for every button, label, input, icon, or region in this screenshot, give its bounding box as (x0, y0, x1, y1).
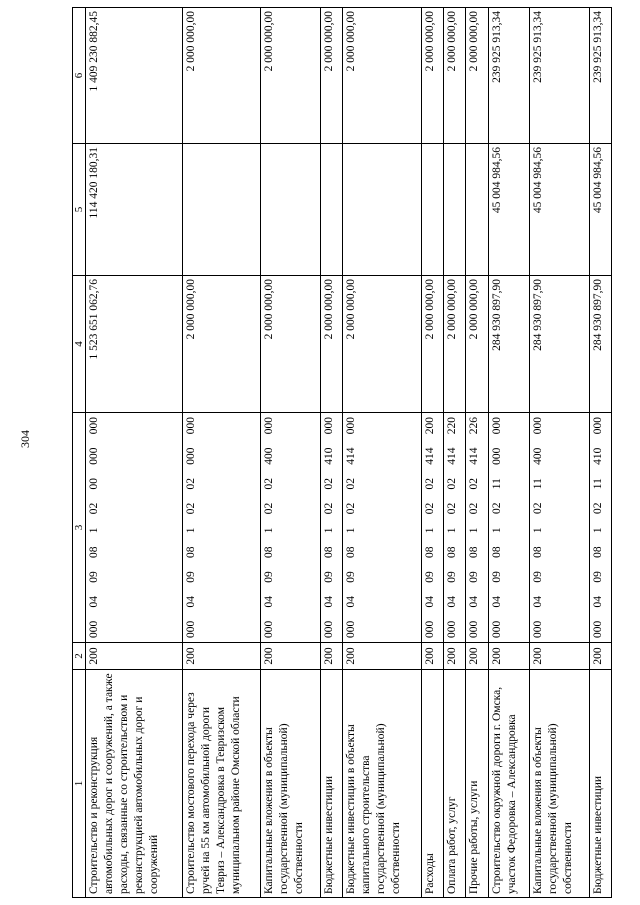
code-segment: 02 (490, 502, 503, 515)
code-segment: 02 (323, 502, 335, 515)
code-segment: 02 (88, 502, 100, 515)
row-c5-cell (343, 144, 421, 276)
code-segment: 220 (446, 417, 459, 435)
row-name-cell: Прочие работы, услуги (466, 670, 488, 898)
code-segment: 08 (490, 546, 503, 558)
code-segments (444, 413, 461, 642)
row-code-cell (261, 413, 321, 643)
row-c5-cell: 45 004 984,56 (589, 144, 611, 276)
code-segments (86, 413, 103, 642)
code-segment: 02 (468, 502, 481, 515)
code-segment: 02 (184, 478, 197, 490)
row-c4-cell: 2 000 000,00 (421, 276, 443, 413)
code-segment: 1 (531, 527, 544, 534)
code-segment: 200 (423, 417, 436, 435)
row-c2-cell: 200 (444, 643, 466, 670)
row-name-cell: Строительство окружной дороги г. Омска, участок Федоровка – Александровка (488, 670, 529, 898)
code-segment: 11 (531, 478, 544, 490)
code-segment: 1 (490, 527, 503, 534)
code-segment: 04 (345, 596, 358, 608)
row-code-cell (86, 413, 183, 643)
code-segment: 000 (184, 417, 197, 435)
page-number: 304 (18, 430, 32, 448)
row-c2-cell: 200 (466, 643, 488, 670)
row-c4-cell: 2 000 000,00 (321, 276, 343, 413)
row-c4-cell: 2 000 000,00 (182, 276, 260, 413)
code-segment: 08 (345, 546, 358, 558)
code-segment: 02 (345, 478, 358, 490)
code-segment: 09 (263, 571, 276, 583)
code-segment: 414 (446, 447, 459, 465)
code-segments (466, 413, 483, 642)
code-segment: 02 (423, 502, 436, 515)
code-segment: 000 (263, 620, 276, 638)
row-name-cell: Бюджетные инвестиции (589, 670, 611, 898)
code-segment: 1 (468, 527, 481, 534)
code-segment: 410 (323, 447, 335, 465)
row-c5-cell (261, 144, 321, 276)
table-row (182, 8, 260, 898)
code-segment: 08 (323, 546, 335, 558)
row-c2-cell: 200 (529, 643, 589, 670)
code-segment: 000 (490, 447, 503, 465)
code-segment: 414 (423, 447, 436, 465)
code-segments (590, 413, 607, 642)
code-segment: 02 (446, 502, 459, 515)
row-code-cell (421, 413, 443, 643)
code-segment: 000 (184, 620, 197, 638)
row-name-cell: Строительство и реконструкция автомобильных дорог и сооружений, а также расходы, связанные со строительством и реконструкцией автомобильных дорог и сооружений (86, 670, 183, 898)
code-segment: 09 (345, 571, 358, 583)
row-code-cell (343, 413, 421, 643)
code-segment: 1 (423, 527, 436, 534)
rotated-table-wrapper (72, 8, 612, 898)
row-c5-cell (321, 144, 343, 276)
code-segment: 09 (184, 571, 197, 583)
row-c2-cell: 200 (421, 643, 443, 670)
row-code-cell (589, 413, 611, 643)
code-segment: 08 (184, 546, 197, 558)
code-segment: 08 (591, 546, 604, 558)
header-cell: 3 (73, 413, 86, 643)
row-c4-cell: 2 000 000,00 (466, 276, 488, 413)
code-segments (489, 413, 506, 642)
code-segment: 02 (263, 478, 276, 490)
code-segment: 04 (490, 595, 503, 608)
code-segment: 09 (591, 571, 604, 583)
row-c4-cell: 284 930 897,90 (529, 276, 589, 413)
code-segment: 000 (531, 620, 544, 638)
row-c2-cell: 200 (589, 643, 611, 670)
code-segment: 000 (490, 620, 503, 638)
code-segment: 000 (184, 447, 197, 465)
row-name-cell: Капитальные вложения в объекты государственной (муниципальной) собственности (261, 670, 321, 898)
code-segment: 000 (446, 620, 459, 638)
code-segment: 11 (591, 478, 604, 490)
table-row (466, 8, 488, 898)
row-c4-cell: 1 523 651 062,76 (86, 276, 183, 413)
row-c6-cell: 2 000 000,00 (444, 8, 466, 144)
code-segments (321, 413, 338, 642)
row-c4-cell: 2 000 000,00 (261, 276, 321, 413)
row-c6-cell: 2 000 000,00 (182, 8, 260, 144)
code-segments (422, 413, 439, 642)
code-segment: 02 (591, 502, 604, 515)
row-c6-cell: 239 925 913,34 (589, 8, 611, 144)
row-code-cell (488, 413, 529, 643)
row-code-cell (466, 413, 488, 643)
code-segment: 11 (490, 478, 503, 490)
row-c5-cell (421, 144, 443, 276)
table-row (529, 8, 589, 898)
table-row (261, 8, 321, 898)
row-c6-cell: 239 925 913,34 (529, 8, 589, 144)
table-row (488, 8, 529, 898)
code-segment: 000 (88, 620, 100, 638)
row-c4-cell: 284 930 897,90 (488, 276, 529, 413)
row-c6-cell: 2 000 000,00 (261, 8, 321, 144)
row-c4-cell: 284 930 897,90 (589, 276, 611, 413)
row-c5-cell (182, 144, 260, 276)
row-c6-cell: 239 925 913,34 (488, 8, 529, 144)
code-segment: 02 (263, 502, 276, 515)
row-c6-cell: 1 409 230 882,45 (86, 8, 183, 144)
code-segment: 09 (468, 571, 481, 583)
row-code-cell (182, 413, 260, 643)
code-segment: 1 (446, 527, 459, 534)
code-segment: 400 (531, 447, 544, 465)
code-segment: 1 (88, 527, 100, 534)
row-name-cell: Оплата работ, услуг (444, 670, 466, 898)
row-c2-cell: 200 (488, 643, 529, 670)
code-segment: 09 (446, 571, 459, 583)
row-c2-cell: 200 (321, 643, 343, 670)
header-cell: 6 (73, 8, 86, 144)
row-name-cell: Бюджетные инвестиции в объекты капитального строительства государственной (муниципальной) собственности (343, 670, 421, 898)
code-segment: 410 (591, 447, 604, 465)
table-row (343, 8, 421, 898)
code-segment: 000 (263, 417, 276, 435)
table-row (321, 8, 343, 898)
row-c5-cell (466, 144, 488, 276)
code-segment: 04 (468, 596, 481, 608)
code-segment: 1 (591, 527, 604, 534)
code-segment: 000 (468, 620, 481, 638)
row-name-cell: Строительство мостового перехода через ручей на 55 км автомобильной дороги Тевриз – Александровка в Тевризском муниципальном районе Омской области (182, 670, 260, 898)
code-segment: 400 (263, 447, 276, 465)
code-segments (183, 413, 200, 642)
code-segment: 1 (323, 527, 335, 534)
code-segment: 02 (423, 478, 436, 490)
code-segment: 414 (345, 447, 358, 465)
row-c2-cell: 200 (343, 643, 421, 670)
code-segment: 09 (88, 571, 100, 583)
code-segment: 000 (591, 620, 604, 638)
header-cell: 2 (73, 643, 86, 670)
code-segment: 1 (184, 527, 197, 534)
code-segment: 1 (345, 527, 358, 534)
code-segment: 00 (88, 478, 100, 490)
code-segments (261, 413, 278, 642)
row-code-cell (321, 413, 343, 643)
header-row (73, 8, 86, 898)
row-c2-cell: 200 (182, 643, 260, 670)
code-segment: 000 (423, 620, 436, 638)
table-row (421, 8, 443, 898)
code-segment: 000 (591, 417, 604, 435)
code-segment: 226 (468, 417, 481, 435)
code-segment: 000 (323, 620, 335, 638)
code-segment: 04 (184, 596, 197, 608)
table-row (86, 8, 183, 898)
code-segment: 414 (468, 447, 481, 465)
code-segment: 000 (88, 447, 100, 465)
row-name-cell: Расходы (421, 670, 443, 898)
code-segment: 02 (468, 478, 481, 490)
code-segment: 04 (323, 596, 335, 608)
row-c6-cell: 2 000 000,00 (466, 8, 488, 144)
row-code-cell (529, 413, 589, 643)
row-c4-cell: 2 000 000,00 (444, 276, 466, 413)
code-segment: 08 (423, 546, 436, 558)
row-code-cell (444, 413, 466, 643)
code-segment: 04 (531, 595, 544, 608)
row-c6-cell: 2 000 000,00 (421, 8, 443, 144)
code-segment: 08 (263, 546, 276, 558)
code-segment: 000 (345, 620, 358, 638)
row-c5-cell: 45 004 984,56 (488, 144, 529, 276)
row-c6-cell: 2 000 000,00 (321, 8, 343, 144)
code-segment: 04 (88, 596, 100, 608)
row-c6-cell: 2 000 000,00 (343, 8, 421, 144)
code-segments (530, 413, 547, 642)
code-segment: 02 (184, 502, 197, 515)
code-segment: 04 (423, 596, 436, 608)
code-segment: 02 (345, 502, 358, 515)
code-segment: 09 (531, 571, 544, 583)
row-c5-cell (444, 144, 466, 276)
code-segment: 08 (446, 546, 459, 558)
code-segment: 000 (490, 417, 503, 435)
row-c5-cell: 45 004 984,56 (529, 144, 589, 276)
row-c4-cell: 2 000 000,00 (343, 276, 421, 413)
table-row (444, 8, 466, 898)
code-segment: 1 (263, 527, 276, 534)
code-segment: 000 (531, 417, 544, 435)
code-segment: 000 (323, 417, 335, 435)
code-segment: 09 (423, 571, 436, 583)
code-segment: 08 (88, 546, 100, 558)
code-segment: 04 (591, 595, 604, 608)
row-c2-cell: 200 (86, 643, 183, 670)
code-segment: 09 (490, 571, 503, 583)
header-cell: 4 (73, 276, 86, 413)
code-segment: 02 (323, 478, 335, 490)
code-segment: 000 (345, 417, 358, 435)
table-row (589, 8, 611, 898)
row-name-cell: Бюджетные инвестиции (321, 670, 343, 898)
code-segment: 09 (323, 571, 335, 583)
row-name-cell: Капитальные вложения в объекты государственной (муниципальной) собственности (529, 670, 589, 898)
budget-table (72, 7, 612, 898)
code-segment: 04 (263, 596, 276, 608)
code-segment: 000 (88, 417, 100, 435)
code-segment: 08 (468, 546, 481, 558)
row-c5-cell: 114 420 180,31 (86, 144, 183, 276)
code-segment: 08 (531, 546, 544, 558)
code-segment: 02 (531, 502, 544, 515)
row-c2-cell: 200 (261, 643, 321, 670)
header-cell: 1 (73, 670, 86, 898)
code-segment: 02 (446, 478, 459, 490)
code-segment: 04 (446, 596, 459, 608)
code-segments (343, 413, 360, 642)
header-cell: 5 (73, 144, 86, 276)
